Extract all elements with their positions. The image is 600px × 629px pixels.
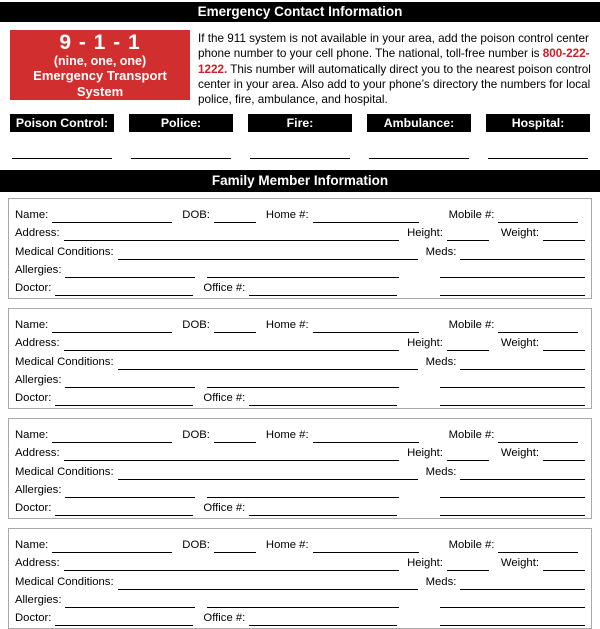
emergency-contacts-write-in-lines xyxy=(10,158,590,159)
member-row-3 xyxy=(15,571,585,589)
name-blank xyxy=(52,319,172,333)
office-phone-blank xyxy=(249,392,397,406)
name-label: Name: xyxy=(15,538,49,551)
home-phone-blank xyxy=(313,319,419,333)
weight-label: Weight: xyxy=(500,227,539,240)
meds-blank xyxy=(460,356,585,370)
height-label: Height: xyxy=(407,337,443,350)
weight-blank xyxy=(543,557,585,571)
doctor-label: Doctor: xyxy=(15,392,52,405)
allergies-label: Allergies: xyxy=(15,594,62,607)
family-member-block xyxy=(8,308,592,409)
meds-continuation-blank-1 xyxy=(440,484,585,498)
medical-conditions-label: Medical Conditions: xyxy=(15,575,114,588)
office-phone-blank xyxy=(249,502,397,516)
allergies-blank-2 xyxy=(207,594,399,608)
dob-blank xyxy=(214,429,256,443)
member-row-1 xyxy=(15,314,585,332)
meds-continuation-blank-1 xyxy=(440,594,585,608)
mobile-phone-blank xyxy=(498,539,578,553)
meds-label: Meds: xyxy=(425,245,457,258)
meds-continuation-blank-2 xyxy=(440,612,585,626)
name-blank xyxy=(52,209,172,223)
meds-continuation-blank-2 xyxy=(440,282,585,296)
member-row-5 xyxy=(15,388,585,406)
dob-label: DOB: xyxy=(182,208,210,221)
medical-conditions-blank xyxy=(118,356,418,370)
member-row-4 xyxy=(15,480,585,498)
police-label: Police: xyxy=(129,114,233,132)
meds-label: Meds: xyxy=(425,575,457,588)
medical-conditions-label: Medical Conditions: xyxy=(15,465,114,478)
dob-blank xyxy=(214,319,256,333)
member-row-5 xyxy=(15,498,585,516)
doctor-label: Doctor: xyxy=(15,502,52,515)
poison-control-paragraph xyxy=(198,30,595,107)
home-phone-label: Home #: xyxy=(265,208,309,221)
poison-control-phone-number: 800-222-1222. xyxy=(198,47,590,76)
911-red-box xyxy=(10,30,190,100)
poison-text-after: This number will automatically direct you to the nearest poison control center in your area. Also add to your phone’s directory the numbers for local police, fire, ambulance, and hospital. xyxy=(198,62,591,107)
home-phone-label: Home #: xyxy=(265,428,309,441)
member-row-4 xyxy=(15,260,585,278)
family-section-header: Family Member Information xyxy=(0,170,600,192)
weight-label: Weight: xyxy=(500,447,539,460)
medical-conditions-blank xyxy=(118,466,418,480)
mobile-phone-label: Mobile #: xyxy=(448,538,495,551)
mobile-phone-label: Mobile #: xyxy=(448,208,495,221)
meds-continuation-blank-1 xyxy=(440,374,585,388)
meds-continuation-blank-1 xyxy=(440,264,585,278)
medical-conditions-blank xyxy=(118,576,418,590)
weight-blank xyxy=(543,337,585,351)
name-label: Name: xyxy=(15,428,49,441)
medical-conditions-label: Medical Conditions: xyxy=(15,245,114,258)
member-row-2 xyxy=(15,333,585,351)
doctor-blank xyxy=(55,612,193,626)
family-member-block xyxy=(8,528,592,629)
doctor-blank xyxy=(55,282,193,296)
weight-label: Weight: xyxy=(500,557,539,570)
allergies-blank-2 xyxy=(207,484,399,498)
office-phone-label: Office #: xyxy=(203,612,246,625)
family-member-block xyxy=(8,418,592,519)
address-label: Address: xyxy=(15,337,60,350)
meds-blank xyxy=(460,576,585,590)
poison-text-before: If the 911 system is not available in your area, add the poison control center phone number to your cell phone. The national, toll-free number is xyxy=(198,32,589,61)
office-phone-blank xyxy=(249,282,397,296)
weight-label: Weight: xyxy=(500,337,539,350)
member-row-3 xyxy=(15,351,585,369)
office-phone-label: Office #: xyxy=(203,392,246,405)
911-system-name: Emergency Transport System xyxy=(33,67,167,99)
member-row-2 xyxy=(15,553,585,571)
address-label: Address: xyxy=(15,447,60,460)
member-row-5 xyxy=(15,608,585,626)
member-row-1 xyxy=(15,204,585,222)
address-blank xyxy=(64,227,400,241)
height-label: Height: xyxy=(407,447,443,460)
ambulance-blank xyxy=(369,158,469,159)
allergies-label: Allergies: xyxy=(15,264,62,277)
member-row-2 xyxy=(15,443,585,461)
dob-blank xyxy=(214,539,256,553)
doctor-blank xyxy=(55,502,193,516)
meds-continuation-blank-2 xyxy=(440,502,585,516)
office-phone-label: Office #: xyxy=(203,502,246,515)
meds-blank xyxy=(460,246,585,260)
doctor-label: Doctor: xyxy=(15,282,52,295)
medical-conditions-label: Medical Conditions: xyxy=(15,355,114,368)
mobile-phone-label: Mobile #: xyxy=(448,318,495,331)
office-phone-blank xyxy=(249,612,397,626)
height-blank xyxy=(447,227,489,241)
name-label: Name: xyxy=(15,208,49,221)
home-phone-blank xyxy=(313,209,419,223)
allergies-blank-2 xyxy=(207,264,399,278)
allergies-label: Allergies: xyxy=(15,374,62,387)
mobile-phone-blank xyxy=(498,429,578,443)
meds-label: Meds: xyxy=(425,465,457,478)
hospital-label: Hospital: xyxy=(486,114,590,132)
mobile-phone-label: Mobile #: xyxy=(448,428,495,441)
member-row-1 xyxy=(15,424,585,442)
address-label: Address: xyxy=(15,227,60,240)
home-phone-blank xyxy=(313,539,419,553)
poison-control-blank xyxy=(12,158,112,159)
member-row-4 xyxy=(15,590,585,608)
office-phone-label: Office #: xyxy=(203,282,246,295)
mobile-phone-blank xyxy=(498,209,578,223)
meds-continuation-blank-2 xyxy=(440,392,585,406)
address-blank xyxy=(64,447,400,461)
mobile-phone-blank xyxy=(498,319,578,333)
allergies-blank xyxy=(65,374,195,388)
hospital-blank xyxy=(488,158,588,159)
home-phone-label: Home #: xyxy=(265,538,309,551)
family-member-block xyxy=(8,198,592,299)
home-phone-blank xyxy=(313,429,419,443)
address-blank xyxy=(64,557,400,571)
member-row-4 xyxy=(15,370,585,388)
allergies-blank xyxy=(65,264,195,278)
member-row-2 xyxy=(15,223,585,241)
name-label: Name: xyxy=(15,318,49,331)
fire-label: Fire: xyxy=(248,114,352,132)
allergies-blank xyxy=(65,484,195,498)
allergies-label: Allergies: xyxy=(15,484,62,497)
home-phone-label: Home #: xyxy=(265,318,309,331)
height-blank xyxy=(447,337,489,351)
address-blank xyxy=(64,337,400,351)
address-label: Address: xyxy=(15,557,60,570)
member-row-3 xyxy=(15,461,585,479)
emergency-contacts-row xyxy=(10,114,590,132)
member-row-3 xyxy=(15,241,585,259)
allergies-blank-2 xyxy=(207,374,399,388)
dob-blank xyxy=(214,209,256,223)
intro-section xyxy=(10,30,595,107)
family-member-blocks xyxy=(0,198,600,629)
member-row-5 xyxy=(15,278,585,296)
medical-conditions-blank xyxy=(118,246,418,260)
911-pronunciation: (nine, one, one) xyxy=(53,53,147,68)
height-label: Height: xyxy=(407,557,443,570)
name-blank xyxy=(52,429,172,443)
doctor-blank xyxy=(55,392,193,406)
height-label: Height: xyxy=(407,227,443,240)
member-row-1 xyxy=(15,534,585,552)
doctor-label: Doctor: xyxy=(15,612,52,625)
fire-blank xyxy=(250,158,350,159)
height-blank xyxy=(447,447,489,461)
meds-label: Meds: xyxy=(425,355,457,368)
police-blank xyxy=(131,158,231,159)
weight-blank xyxy=(543,227,585,241)
meds-blank xyxy=(460,466,585,480)
emergency-section-header: Emergency Contact Information xyxy=(0,2,600,22)
weight-blank xyxy=(543,447,585,461)
height-blank xyxy=(447,557,489,571)
911-number: 9 - 1 - 1 xyxy=(59,30,141,54)
ambulance-label: Ambulance: xyxy=(367,114,471,132)
dob-label: DOB: xyxy=(182,318,210,331)
allergies-blank xyxy=(65,594,195,608)
dob-label: DOB: xyxy=(182,538,210,551)
poison-control-label: Poison Control: xyxy=(10,114,114,132)
name-blank xyxy=(52,539,172,553)
dob-label: DOB: xyxy=(182,428,210,441)
